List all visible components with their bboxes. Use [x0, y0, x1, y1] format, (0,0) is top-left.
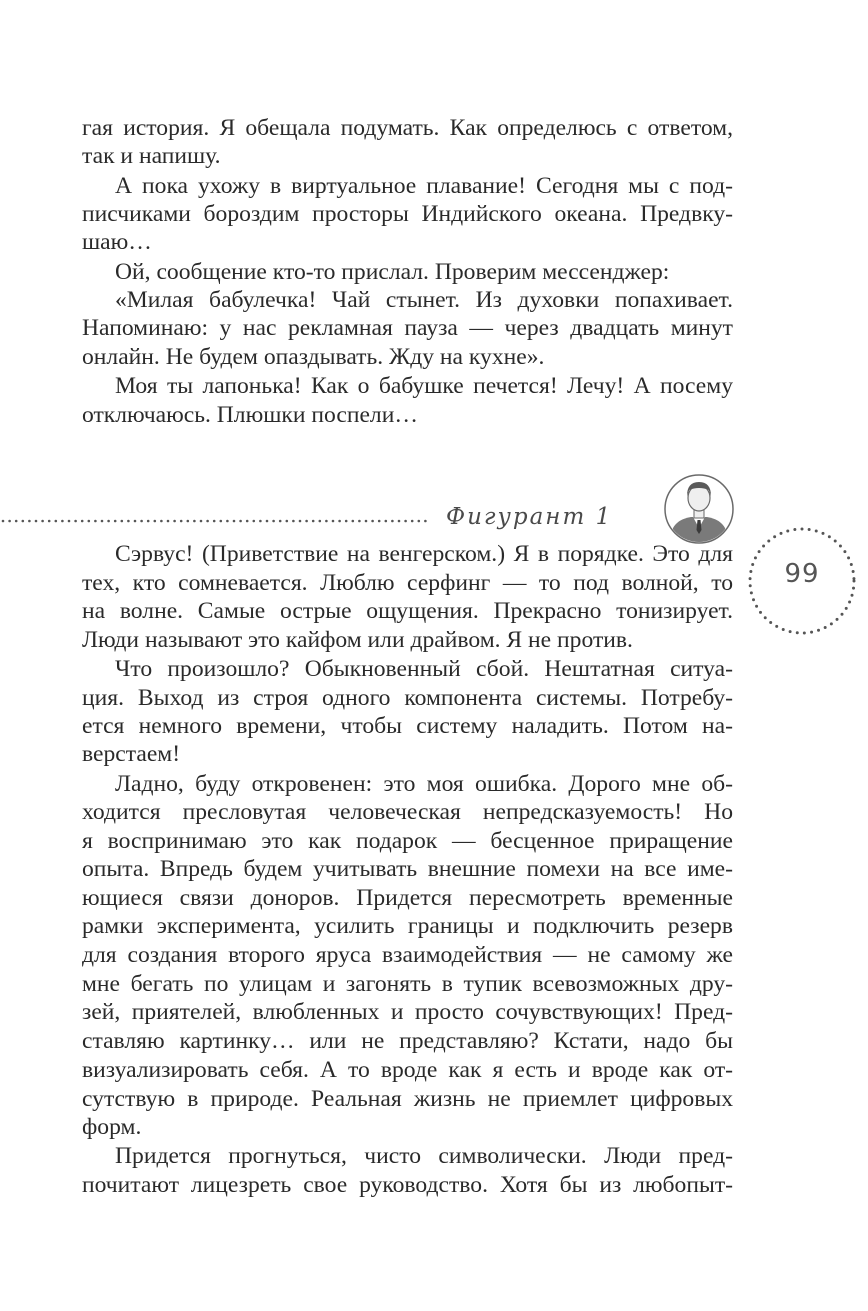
paragraph-line: Ой, сообщение кто-то прислал. Проверим мессенджер: — [115, 259, 670, 285]
paragraph-line: для создания второго яруса взаимодействия — не самому же — [82, 942, 733, 968]
paragraph-line: Придется прогнуться, чисто символически. Люди пред- — [115, 1143, 733, 1169]
paragraph-line: гая история. Я обещала подумать. Как определюсь с ответом, — [82, 115, 733, 141]
paragraph-line: на волне. Самые острые ощущения. Прекрасно тонизирует. — [82, 598, 733, 624]
paragraph-line: ющиеся связи доноров. Придется пересмотреть временные — [82, 885, 733, 911]
paragraph-line: форм. — [82, 1114, 142, 1140]
paragraph-line: опыта. Впредь будем учитывать внешние помехи на все име- — [82, 856, 733, 882]
paragraph-line: мне бегать по улицам и загонять в тупик всевозможных дру- — [82, 971, 733, 997]
paragraph-line: сутствую в природе. Реальная жизнь не приемлет цифровых — [82, 1086, 733, 1112]
dotted-rule — [0, 518, 432, 524]
page-number: 99 — [784, 559, 820, 589]
paragraph-line: визуализировать себя. А то вроде как я есть и вроде как от- — [82, 1057, 733, 1083]
paragraph-line: шаю… — [82, 229, 152, 255]
paragraph-line: отключаюсь. Плюшки поспели… — [82, 402, 418, 428]
paragraph-line: «Милая бабулечка! Чай стынет. Из духовки попахивает. — [115, 287, 733, 313]
paragraph-line: Люди называют это кайфом или драйвом. Я не против. — [82, 627, 633, 653]
paragraph-line: А пока ухожу в виртуальное плавание! Сегодня мы с под- — [115, 173, 733, 199]
paragraph-line: ходится пресловутая человеческая непредсказуемость! Но — [82, 799, 733, 825]
paragraph-line: Сэрвус! (Приветствие на венгерском.) Я в порядке. Это для — [115, 541, 733, 567]
paragraph-line: Ладно, буду откровенен: это моя ошибка. Дорого мне об- — [115, 771, 733, 797]
paragraph-line: Моя ты лапонька! Как о бабушке печется! Лечу! А посему — [115, 373, 733, 399]
paragraph-line: почитают лицезреть свое руководство. Хотя бы из любопыт- — [82, 1172, 733, 1198]
paragraph-line: тех, кто сомневается. Люблю серфинг — то под волной, то — [82, 570, 733, 596]
paragraph-line: писчиками бороздим просторы Индийского океана. Предвку- — [82, 201, 733, 227]
paragraph-line: рамки эксперимента, усилить границы и подключить резерв — [82, 913, 733, 939]
paragraph-line: верстаем! — [82, 741, 181, 767]
person-avatar-icon — [664, 474, 734, 544]
section-heading: Фигурант 1 — [446, 504, 613, 530]
paragraph-line: Напоминаю: у нас рекламная пауза — через двадцать минут — [82, 315, 733, 341]
paragraph-line: ется немного времени, чтобы систему наладить. Потом на- — [82, 713, 733, 739]
paragraph-line: Что произошло? Обыкновенный сбой. Нештатная ситуа- — [115, 656, 733, 682]
paragraph-line: я воспринимаю это как подарок — бесценное приращение — [82, 828, 733, 854]
page-number-badge — [744, 525, 868, 637]
paragraph-line: так и напишу. — [82, 143, 221, 169]
paragraph-line: ция. Выход из строя одного компонента системы. Потребу- — [82, 685, 733, 711]
paragraph-line: ставляю картинку… или не представляю? Кстати, надо бы — [82, 1028, 733, 1054]
paragraph-line: зей, приятелей, влюбленных и просто сочувствующих! Пред- — [82, 999, 733, 1025]
paragraph-line: онлайн. Не будем опаздывать. Жду на кухне». — [82, 344, 545, 370]
